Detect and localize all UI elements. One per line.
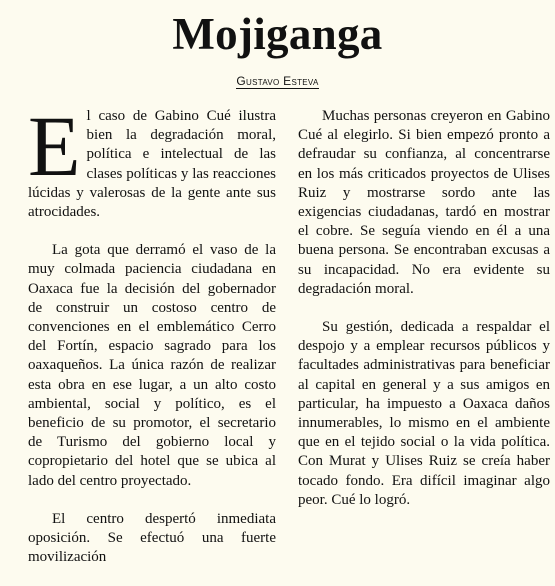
paragraph-4: Muchas personas creyeron en Gabino Cué al elegirlo. Si bien empezó pronto a defraudar su confianza, al concentrarse en los más criticados proyectos de Ulises Ruiz y mostrarse sordo ante las exigencias ciudadanas, tardó en mostrar el cobre. Se seguía viendo en él a una buena persona. Se encontraban excusas a su incapacidad. No era evidente su degradación moral.: [298, 108, 550, 297]
author-name: Gustavo Esteva: [236, 74, 319, 88]
paragraph-3: El centro despertó inmediata oposición. Se efectuó una fuerte movilización: [28, 510, 276, 566]
drop-cap: E: [28, 98, 81, 194]
left-column: [28, 98, 276, 586]
paragraph-1: [28, 98, 276, 222]
paragraph-2: La gota que derramó el vaso de la muy colmada paciencia ciudadana en Oaxaca fue la decisión del gobernador de construir un costoso centro de convenciones en el emblemático Cerro del Fortín, espacio sagrado para los oaxaqueños. La única razón de realizar esta obra en ese lugar, a un alto costo ambiental, social y político, es el beneficio de su promotor, el secretario de Turismo del gobierno local y copropietario del hotel que se ubica al lado del centro proyectado.: [28, 242, 276, 489]
paragraph-5: Su gestión, dedicada a respaldar el despojo y a emplear recursos públicos y facultades administrativas para beneficiar al capital en general y a sus amigos en particular, ha impuesto a Oaxaca daños innumerables, lo mismo en el ambiente que en el tejido social o la vida política. Con Murat y Ulises Ruiz se creía haber tocado fondo. Era difícil imaginar algo peor. Cué lo logró.: [298, 319, 550, 508]
article-author: [0, 74, 555, 89]
article-title: Mojiganga: [172, 9, 383, 59]
right-column: [298, 107, 550, 529]
paragraph-1-text: l caso de Gabino Cué ilustra bien la degradación moral, política e intelectual de las clases políticas y las reacciones lúcidas y valerosas de la gente ante sus atrocidades.: [28, 108, 276, 221]
